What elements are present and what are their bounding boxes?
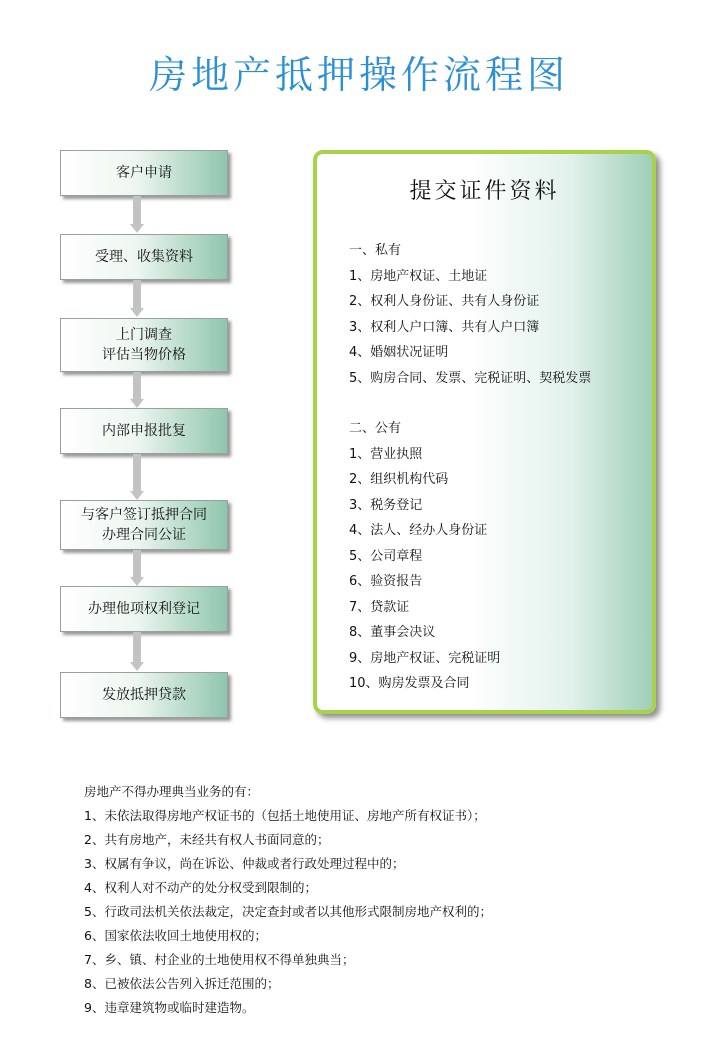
flow-step-customer-application [60,150,228,196]
flow-step-label: 发放抵押贷款 [102,687,186,703]
flow-step-label: 评估当物价格 [102,347,186,363]
flow-arrow [133,550,141,578]
list-item: 7、贷款证 [349,599,410,615]
flow-arrow [133,454,141,492]
list-item: 2、组织机构代码 [349,472,449,487]
flow-step-register-rights [60,586,228,632]
flow-step-label: 受理、收集资料 [95,249,193,265]
flow-step-label: 办理合同公证 [102,527,186,543]
list-item: 7、乡、镇、村企业的土地使用权不得单独典当； [84,952,355,967]
flow-arrow [133,196,141,225]
documents-panel [313,150,656,714]
list-item: 6、验资报告 [349,574,423,589]
list-item: 3、税务登记 [349,497,423,513]
list-item: 9、房地产权证、完税证明 [349,650,501,666]
flow-step-label: 上门调查 [116,327,172,343]
list-item: 2、共有房地产，未经共有权人书面同意的； [84,832,330,847]
list-item: 5、公司章程 [349,548,423,564]
flow-step-accept-collect [60,234,228,280]
flow-step-internal-approval [60,408,228,454]
list-item: 8、已被依法公告列入拆迁范围的； [84,976,280,991]
list-item: 5、行政司法机关依法裁定，决定查封或者以其他形式限制房地产权利的； [84,904,492,919]
restrictions-list [84,780,492,1020]
flow-arrow [133,372,141,400]
flow-step-label: 内部申报批复 [102,423,186,439]
list-item: 6、国家依法收回土地使用权的； [84,928,267,943]
list-item: 8、董事会决议 [349,625,436,640]
flow-step-survey-appraise [60,318,228,372]
list-item: 1、房地产权证、土地证 [349,268,488,284]
flow-arrow [133,632,141,663]
page-title: 房地产抵押操作流程图 [148,53,569,97]
flow-step-label: 客户申请 [116,165,172,181]
flow-step-issue-loan [60,672,228,718]
list-item: 9、违章建筑物或临时建造物。 [84,1000,255,1015]
list-item: 2、权利人身份证、共有人身份证 [349,294,540,309]
flow-step-label: 与客户签订抵押合同 [81,507,207,523]
private-heading: 一、私有 [349,243,402,258]
list-item: 4、权利人对不动产的处分权受到限制的； [84,880,317,895]
list-item: 10、购房发票及合同 [349,676,470,691]
public-heading: 二、公有 [349,421,402,436]
restrictions-heading: 房地产不得办理典当业务的有： [84,784,260,799]
flow-step-sign-contract [60,500,228,550]
spacer [349,391,591,416]
flow-arrow [133,280,141,309]
list-item: 3、权利人户口簿、共有人户口簿 [349,319,540,335]
list-item: 3、权属有争议，尚在诉讼、仲裁或者行政处理过程中的； [84,856,405,871]
flow-step-label: 办理他项权利登记 [88,601,200,617]
list-item: 1、营业执照 [349,446,423,462]
documents-list [349,238,591,697]
list-item: 4、法人、经办人身份证 [349,523,488,538]
list-item: 4、婚姻状况证明 [349,345,449,360]
list-item: 5、购房合同、发票、完税证明、契税发票 [349,370,592,386]
list-item: 1、未依法取得房地产权证书的（包括土地使用证、房地产所有权证书）； [84,808,486,823]
documents-title: 提交证件资料 [409,179,560,204]
